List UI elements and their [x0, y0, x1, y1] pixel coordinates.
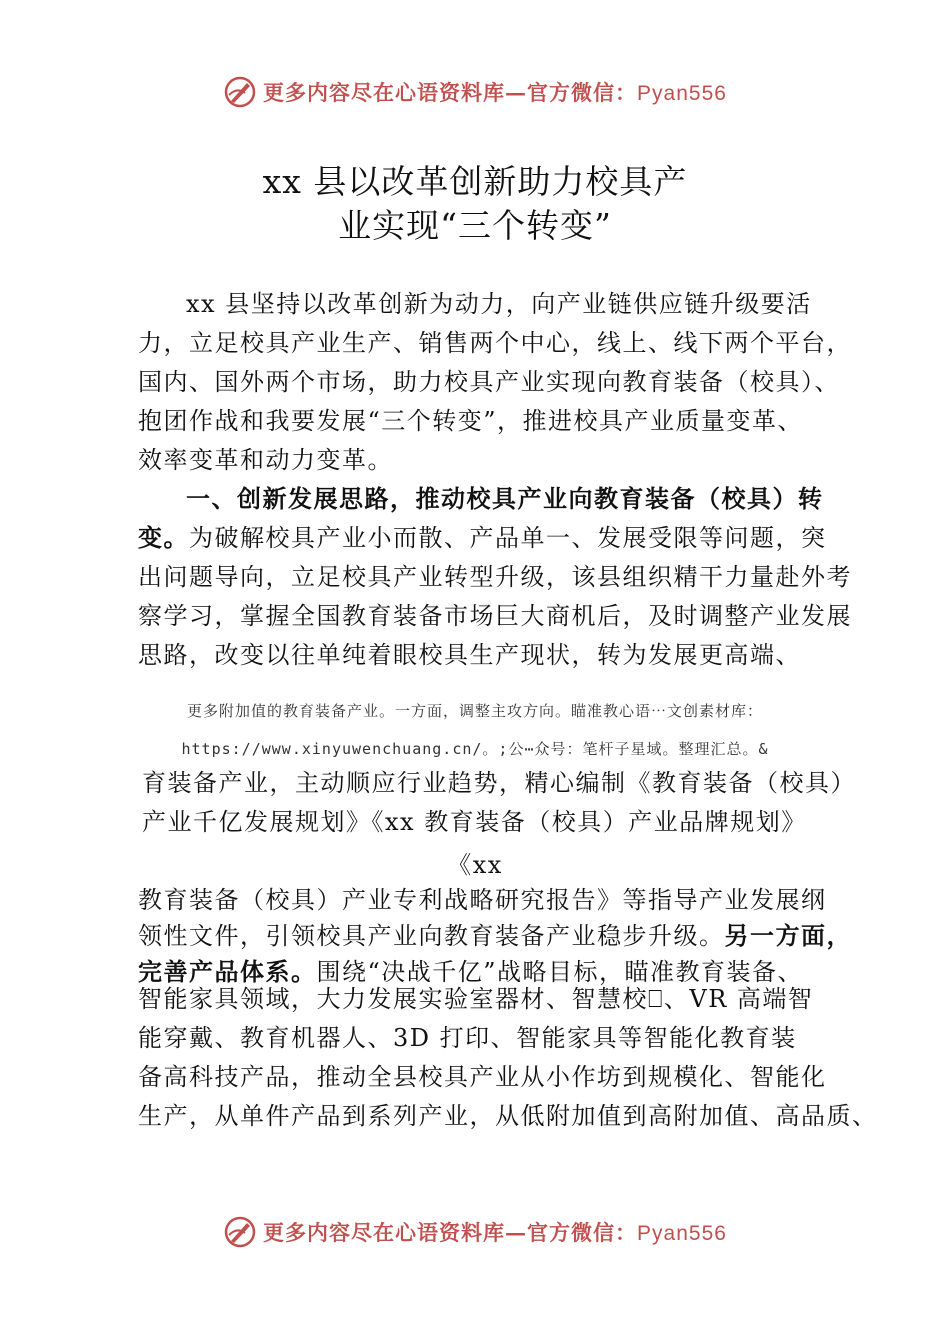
watermark-note-line-1: 更多附加值的教育装备产业。一方面，调整主攻方向。瞄准教心语⋯文创素材库：	[186, 702, 763, 720]
section-1-text: 为破解校具产业小而散、产品单一、发展受限等问题，突	[189, 524, 827, 552]
section-1-line	[138, 519, 828, 558]
footer-banner	[0, 1210, 950, 1254]
continued-text: 领性文件，引领校具产业向教育装备产业稳步升级。	[138, 922, 725, 950]
section-1-continued-2	[138, 882, 852, 990]
continued-line	[138, 918, 852, 954]
intro-paragraph	[138, 285, 852, 480]
section-1-heading-end: 变。	[138, 524, 189, 552]
section-1-line: 出问题导向，立足校具产业转型升级，该县组织精干力量赴外考	[138, 563, 852, 591]
intro-line: 国内、国外两个市场，助力校具产业实现向教育装备（校具）、	[138, 368, 840, 396]
continued-line: 育装备产业，主动顺应行业趋势，精心编制《教育装备（校具）	[142, 769, 856, 797]
section-1-heading: 一、创新发展思路，推动校具产业向教育装备（校具）转	[186, 485, 824, 513]
section-1-line: 察学习，掌握全国教育装备市场巨大商机后，及时调整产业发展	[138, 602, 852, 630]
bold-lead-1: 另一方面，	[724, 922, 852, 950]
section-1-continued-3	[138, 980, 878, 1136]
title-line-1: xx 县以改革创新助力校具产	[262, 162, 688, 201]
intro-line: xx 县坚持以改革创新为动力，向产业链供应链升级要活	[186, 290, 812, 318]
bold-lead-2: 完善产品体系。	[138, 958, 317, 986]
continued-line: 生产，从单件产品到系列产业，从低附加值到高附加值、高品质、	[138, 1102, 878, 1130]
continued-center-line: 《xx	[447, 851, 503, 879]
banner-text: 更多内容尽在心语资料库—官方微信：	[263, 80, 638, 105]
intro-line: 效率变革和动力变革。	[138, 446, 393, 474]
watermark-note-line-2: https://www.xinyuwenchuang.cn/。;公⋯众号：笔杆子星域。整理汇总。&	[181, 740, 769, 758]
pen-logo-icon	[223, 75, 257, 109]
banner-wechat-id: Pyan556	[637, 82, 727, 105]
section-1-paragraph	[138, 480, 852, 675]
document-title	[0, 160, 950, 248]
continued-line: 产业千亿发展规划》《xx 教育装备（校具）产业品牌规划》	[142, 808, 807, 836]
pen-logo-icon	[223, 1215, 257, 1249]
intro-line: 抱团作战和我要发展“三个转变”，推进校具产业质量变革、	[138, 407, 804, 435]
intro-line: 力，立足校具产业生产、销售两个中心，线上、线下两个平台，	[138, 329, 852, 357]
section-1-continued	[142, 764, 856, 842]
continued-line: 教育装备（校具）产业专利战略研究报告》等指导产业发展纲	[138, 886, 827, 914]
title-line-2: 业实现“三个转变”	[338, 206, 612, 245]
continued-line: 智能家具领域，大力发展实验室器材、智慧校⎕、VR 高端智	[138, 985, 814, 1013]
banner-wechat-id: Pyan556	[637, 1222, 727, 1245]
section-1-line: 思路，改变以往单纯着眼校具生产现状，转为发展更高端、	[138, 641, 801, 669]
header-banner	[0, 70, 950, 114]
continued-line: 能穿戴、教育机器人、3D 打印、智能家具等智能化教育装	[138, 1024, 797, 1052]
banner-text: 更多内容尽在心语资料库—官方微信：	[263, 1220, 638, 1245]
continued-text: 围绕“决战千亿”战略目标，瞄准教育装备、	[316, 958, 804, 986]
continued-line: 备高科技产品，推动全县校具产业从小作坊到规模化、智能化	[138, 1063, 827, 1091]
